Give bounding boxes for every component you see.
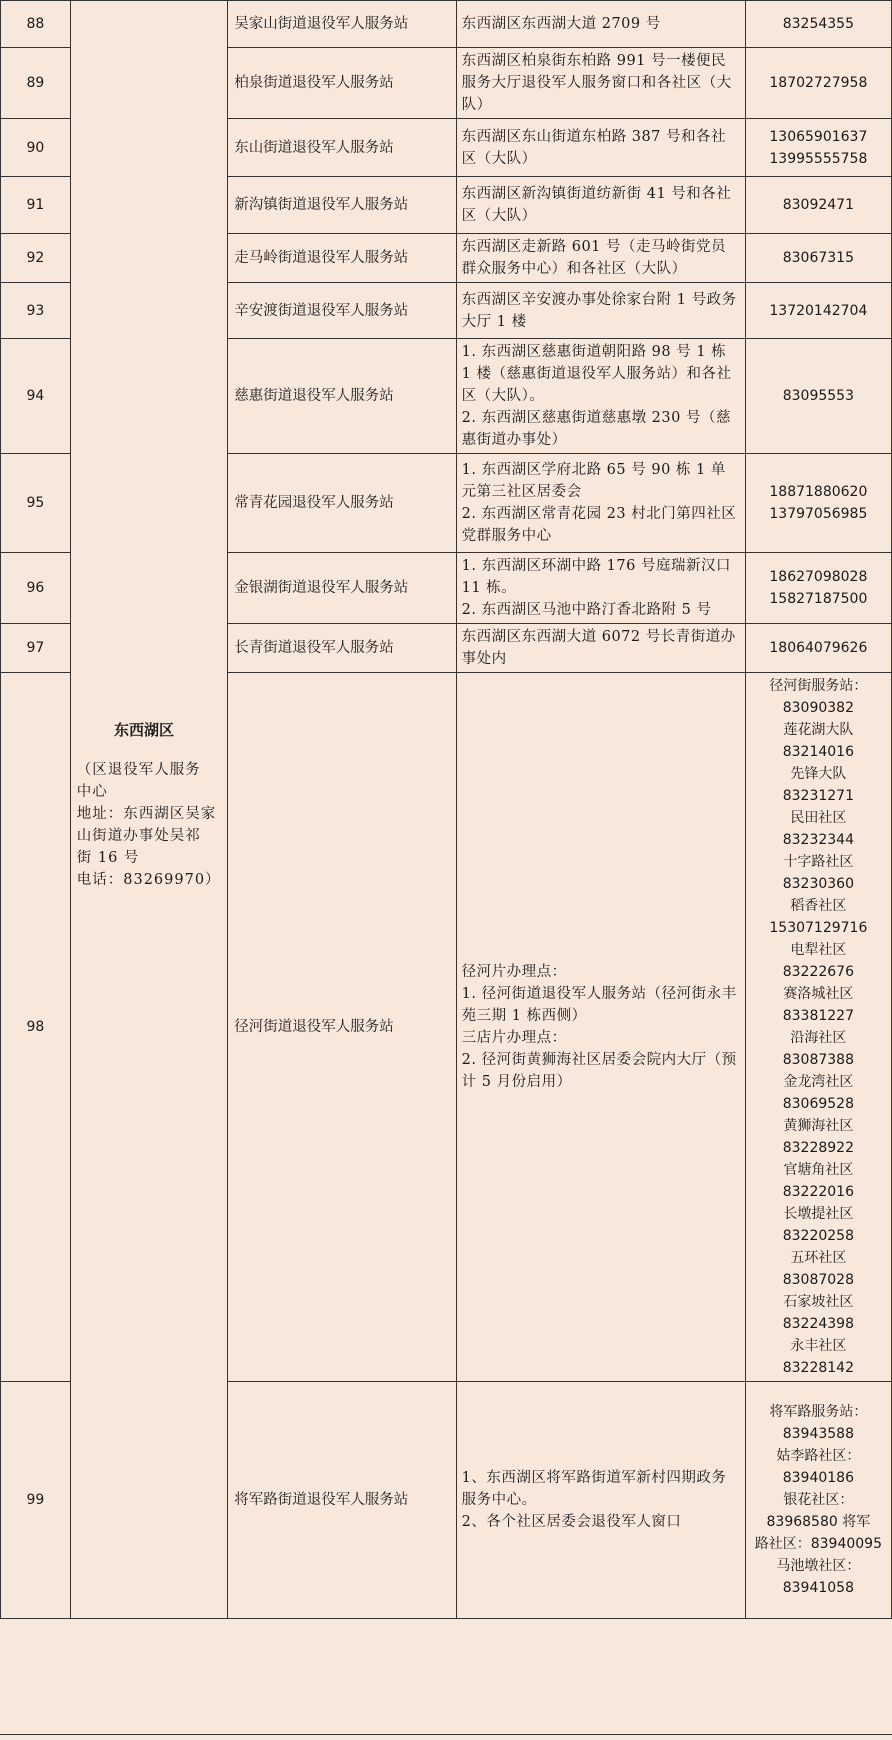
contact-phone	[745, 1382, 891, 1619]
address-line: 三店片办理点：	[461, 1030, 567, 1046]
address-line: 2. 径河街黄狮海社区居委会院内大厅（预计 5 月份启用）	[461, 1052, 737, 1090]
district-cell	[70, 1, 228, 1619]
station-address	[456, 1, 745, 48]
station-address	[456, 177, 745, 234]
address-line: 径河片办理点：	[461, 964, 567, 980]
station-name: 慈惠街道退役军人服务站	[228, 339, 456, 454]
address-line: 1. 径河街道退役军人服务站（径河街永丰苑三期 1 栋西侧）	[461, 986, 737, 1024]
phone-line: 民田社区	[790, 810, 847, 826]
phone-line: 先锋大队	[790, 766, 847, 782]
phone-line: 莲花湖大队	[783, 722, 854, 738]
contact-phone	[745, 673, 891, 1382]
phone-line: 83254355	[782, 16, 854, 32]
contact-phone	[745, 624, 891, 673]
phone-line: 83232344	[782, 832, 854, 848]
address-line: 东西湖区东西湖大道 6072 号长青街道办事处内	[461, 629, 736, 667]
phone-line: 将军路服务站：	[769, 1404, 868, 1420]
phone-line: 13797056985	[769, 506, 868, 522]
contact-phone	[745, 234, 891, 283]
station-name: 柏泉街道退役军人服务站	[228, 48, 456, 119]
phone-line: 83222676	[782, 964, 854, 980]
phone-line: 赛洛城社区	[783, 986, 854, 1002]
station-name: 长青街道退役军人服务站	[228, 624, 456, 673]
district-info-line: 山街道办事处吴祁	[76, 827, 201, 844]
phone-line: 83968580 将军	[766, 1514, 871, 1530]
row-number: 93	[1, 283, 71, 339]
phone-line: 姑李路社区：	[776, 1448, 861, 1464]
row-number: 97	[1, 624, 71, 673]
address-line: 东西湖区走新路 601 号（走马岭街党员群众服务中心）和各社区（大队）	[461, 239, 727, 277]
phone-line: 18871880620	[769, 484, 868, 500]
phone-line: 83095553	[782, 388, 854, 404]
address-line: 2、各个社区居委会退役军人窗口	[461, 1514, 682, 1530]
phone-line: 83069528	[782, 1096, 854, 1112]
address-line: 东西湖区东山街道东柏路 387 号和各社区（大队）	[461, 128, 727, 167]
phone-line: 83228922	[782, 1140, 854, 1156]
station-address	[456, 119, 745, 177]
phone-line: 马池墩社区：	[776, 1558, 861, 1574]
phone-line: 径河街服务站：	[769, 678, 868, 694]
station-name: 新沟镇街道退役军人服务站	[228, 177, 456, 234]
station-name: 将军路街道退役军人服务站	[228, 1382, 456, 1619]
phone-line: 83220258	[782, 1228, 854, 1244]
contact-phone	[745, 119, 891, 177]
district-info-line: 中心	[76, 783, 108, 800]
phone-line: 银花社区：	[783, 1492, 854, 1508]
phone-line: 黄狮海社区	[783, 1118, 854, 1134]
phone-line: 15827187500	[769, 591, 868, 607]
row-number: 88	[1, 1, 71, 48]
phone-line: 83940186	[782, 1470, 854, 1486]
phone-line: 电犁社区	[790, 942, 847, 958]
district-info-line: 街 16 号	[76, 849, 140, 866]
phone-line: 83067315	[782, 250, 854, 266]
phone-line: 石家坡社区	[783, 1294, 854, 1310]
contact-phone	[745, 553, 891, 624]
station-address	[456, 339, 745, 454]
station-address	[456, 454, 745, 553]
address-line: 1、东西湖区将军路街道军新村四期政务服务中心。	[461, 1470, 727, 1508]
phone-line: 长墩提社区	[783, 1206, 854, 1222]
phone-line: 83230360	[782, 876, 854, 892]
contact-phone	[745, 177, 891, 234]
phone-line: 83087388	[782, 1052, 854, 1068]
contact-phone	[745, 339, 891, 454]
phone-line: 13720142704	[769, 302, 868, 319]
row-number: 99	[1, 1382, 71, 1619]
phone-line: 83214016	[782, 744, 854, 760]
phone-line: 路社区：83940095	[754, 1536, 882, 1552]
phone-line: 18627098028	[769, 569, 868, 585]
phone-line: 15307129716	[769, 920, 868, 936]
station-address	[456, 553, 745, 624]
contact-phone	[745, 454, 891, 553]
address-line: 东西湖区柏泉街东柏路 991 号一楼便民服务大厅退役军人服务窗口和各社区（大队）	[461, 53, 732, 113]
row-number: 96	[1, 553, 71, 624]
row-number: 92	[1, 234, 71, 283]
phone-line: 83222016	[782, 1184, 854, 1200]
phone-line: 稻香社区	[790, 898, 847, 914]
phone-line: 83943588	[782, 1426, 854, 1442]
address-line: 2. 东西湖区慈惠街道慈惠墩 230 号（慈惠街道办事处）	[461, 410, 731, 448]
phone-line: 18702727958	[769, 75, 868, 91]
station-name: 吴家山街道退役军人服务站	[228, 1, 456, 48]
phone-line: 83224398	[782, 1316, 854, 1332]
station-name: 辛安渡街道退役军人服务站	[228, 283, 456, 339]
address-line: 1. 东西湖区慈惠街道朝阳路 98 号 1 栋 1 楼（慈惠街道退役军人服务站）和各社区（大队）。	[461, 344, 732, 404]
district-name: 东西湖区	[113, 720, 174, 739]
row-number: 90	[1, 119, 71, 177]
phone-line: 官塘角社区	[783, 1162, 854, 1178]
phone-line: 83941058	[782, 1580, 854, 1596]
station-name: 走马岭街道退役军人服务站	[228, 234, 456, 283]
address-line: 1. 东西湖区环湖中路 176 号庭瑞新汉口 11 栋。	[461, 558, 731, 596]
row-number: 91	[1, 177, 71, 234]
station-address	[456, 1382, 745, 1619]
station-name: 金银湖街道退役军人服务站	[228, 553, 456, 624]
address-line: 2. 东西湖区常青花园 23 村北门第四社区党群服务中心	[461, 506, 737, 544]
phone-line: 13065901637	[769, 128, 868, 145]
phone-line: 83381227	[782, 1008, 854, 1024]
station-name: 东山街道退役军人服务站	[228, 119, 456, 177]
address-line: 东西湖区辛安渡办事处徐家台附 1 号政务大厅 1 楼	[461, 291, 737, 330]
phone-line: 83228142	[782, 1360, 854, 1376]
next-row-border	[0, 1734, 892, 1740]
row-number: 89	[1, 48, 71, 119]
station-address	[456, 673, 745, 1382]
district-info-line: 电话：83269970）	[76, 871, 221, 888]
address-line: 2. 东西湖区马池中路汀香北路附 5 号	[461, 602, 712, 618]
phone-line: 13995555758	[769, 150, 868, 167]
station-name: 常青花园退役军人服务站	[228, 454, 456, 553]
phone-line: 十字路社区	[783, 854, 854, 870]
station-address	[456, 283, 745, 339]
district-info	[77, 759, 222, 891]
station-address	[456, 234, 745, 283]
contact-phone	[745, 1, 891, 48]
contact-phone	[745, 283, 891, 339]
contact-phone	[745, 48, 891, 119]
address-line: 1. 东西湖区学府北路 65 号 90 栋 1 单元第三社区居委会	[461, 462, 726, 500]
table-row	[1, 1, 892, 48]
phone-line: 永丰社区	[790, 1338, 847, 1354]
row-number: 95	[1, 454, 71, 553]
station-name: 径河街道退役军人服务站	[228, 673, 456, 1382]
station-address	[456, 624, 745, 673]
phone-line: 83231271	[782, 788, 854, 804]
phone-line: 18064079626	[769, 640, 868, 656]
row-number: 94	[1, 339, 71, 454]
phone-line: 83090382	[782, 700, 854, 716]
address-line: 东西湖区新沟镇街道纺新街 41 号和各社区（大队）	[461, 186, 732, 224]
phone-line: 83092471	[782, 197, 854, 213]
phone-line: 83087028	[782, 1272, 854, 1288]
row-number: 98	[1, 673, 71, 1382]
phone-line: 五环社区	[790, 1250, 847, 1266]
phone-line: 金龙湾社区	[783, 1074, 854, 1090]
address-line: 东西湖区东西湖大道 2709 号	[461, 16, 661, 32]
district-info-line: 地址：东西湖区吴家	[76, 805, 217, 822]
station-address	[456, 48, 745, 119]
phone-line: 沿海社区	[790, 1030, 847, 1046]
district-info-line: （区退役军人服务	[76, 761, 201, 778]
